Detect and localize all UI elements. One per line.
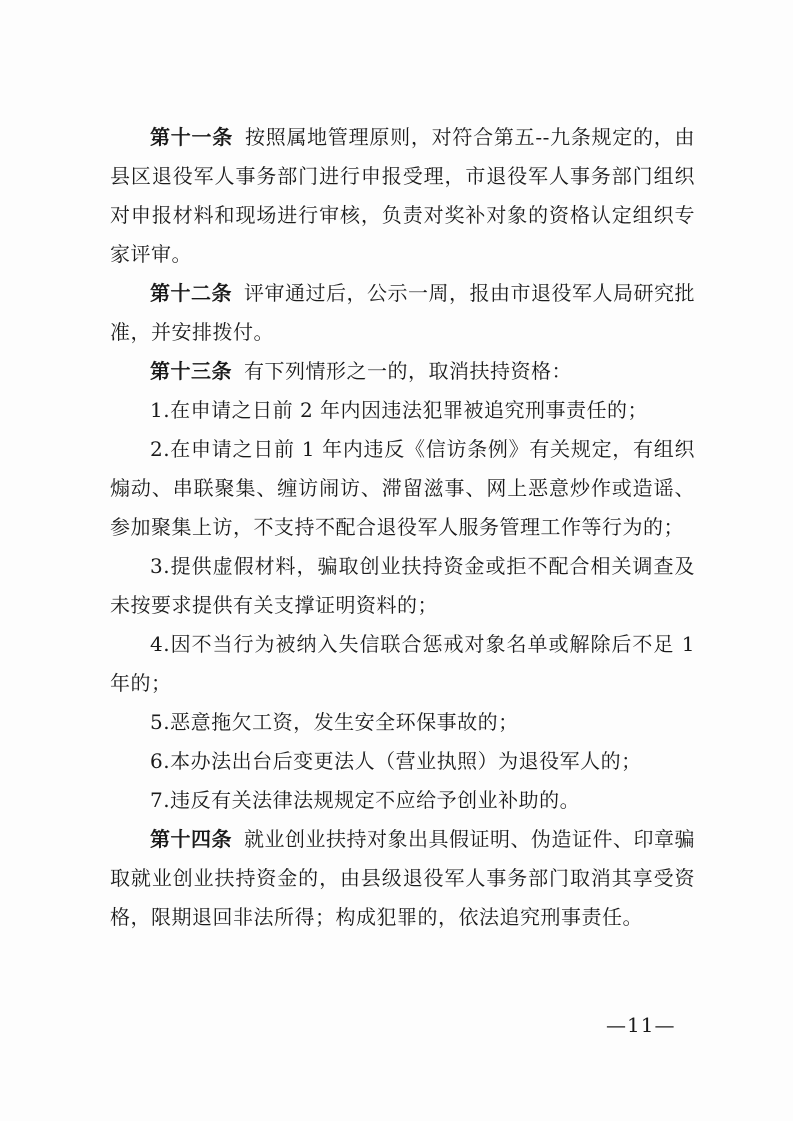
- list-item: 1.在申请之日前 2 年内因违法犯罪被追究刑事责任的；: [150, 398, 649, 422]
- list-item: 3.提供虚假材料，骗取创业扶持资金或拒不配合相关调查及未按要求提供有关支撑证明资料的；: [110, 554, 695, 617]
- article-heading: 第十二条: [150, 281, 232, 305]
- article-14: [110, 820, 695, 937]
- article-heading: 第十三条: [150, 359, 232, 383]
- list-item: 5.恶意拖欠工资，发生安全环保事故的；: [150, 710, 519, 734]
- article-heading: 第十四条: [150, 827, 232, 851]
- article-13: [110, 352, 695, 391]
- article-text: 有下列情形之一的，取消扶持资格：: [244, 359, 572, 383]
- page-number: —11—: [606, 1013, 676, 1037]
- article-12: [110, 274, 695, 352]
- list-item: 6.本办法出台后变更法人（营业执照）为退役军人的；: [150, 749, 642, 773]
- article-text: 就业创业扶持对象出具假证明、伪造证件、印章骗取就业创业扶持资金的，由县级退役军人事务部门取消其享受资格，限期退回非法所得；构成犯罪的，依法追究刑事责任。: [110, 827, 695, 929]
- list-item: 7.违反有关法律法规规定不应给予创业补助的。: [150, 788, 581, 812]
- article-text: 按照属地管理原则，对符合第五--九条规定的，由县区退役军人事务部门进行申报受理，市退役军人事务部门组织对申报材料和现场进行审核，负责对奖补对象的资格认定组织专家评审。: [110, 125, 696, 266]
- list-item: 2.在申请之日前 1 年内违反《信访条例》有关规定，有组织煽动、串联聚集、缠访闹访、滞留滋事、网上恶意炒作或造谣、参加聚集上访，不支持不配合退役军人服务管理工作等行为的；: [110, 437, 695, 539]
- article-text: 评审通过后，公示一周，报由市退役军人局研究批准，并安排拨付。: [110, 281, 695, 344]
- list-item: 4.因不当行为被纳入失信联合惩戒对象名单或解除后不足 1 年的；: [110, 632, 695, 695]
- document-body: [110, 118, 695, 937]
- article-11: [110, 118, 695, 274]
- article-heading: 第十一条: [150, 125, 233, 149]
